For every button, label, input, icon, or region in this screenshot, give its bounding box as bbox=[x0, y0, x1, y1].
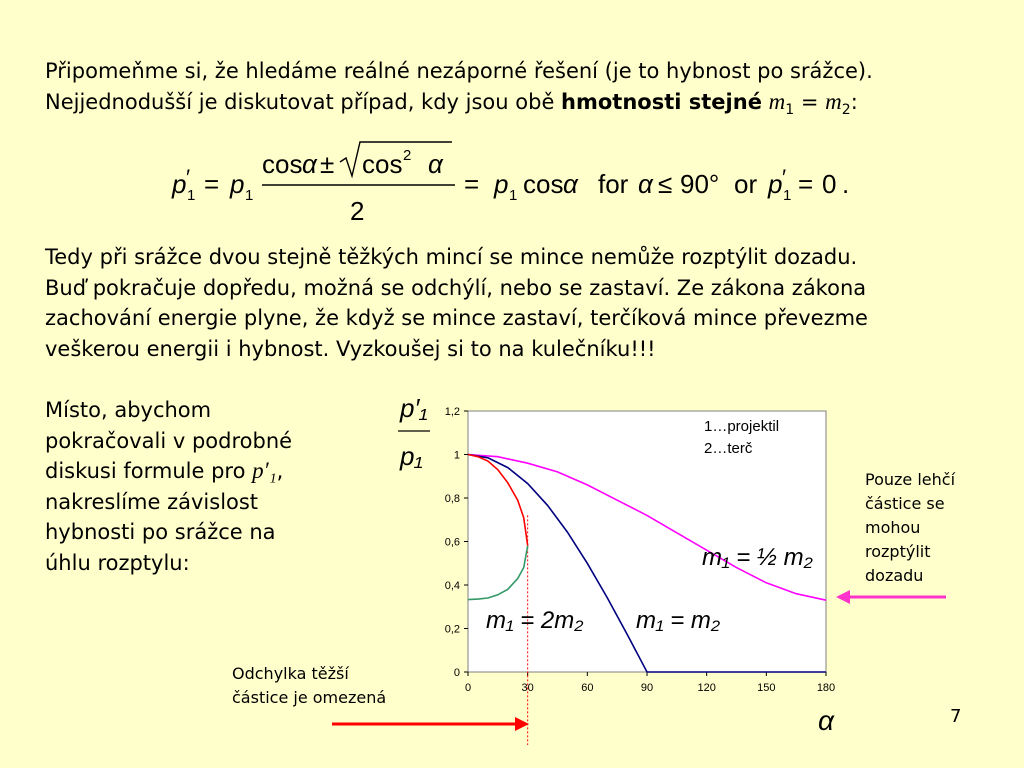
cond-zero: 0 bbox=[822, 169, 837, 199]
annot-equal: m₁ = m₂ bbox=[636, 607, 721, 634]
note-right-3: mohou bbox=[865, 518, 921, 537]
rhs-cos: cos bbox=[523, 169, 564, 199]
note-right-1: Pouze lehčí bbox=[865, 470, 956, 489]
x-tick-label: 90 bbox=[640, 682, 654, 694]
rhs-p1-sub: 1 bbox=[509, 187, 518, 204]
chart-axes bbox=[445, 406, 835, 745]
note-right-4: rozptýlit bbox=[865, 542, 931, 561]
for-word: for bbox=[598, 169, 629, 199]
note-right-2: částice se bbox=[865, 494, 945, 513]
side-line-3 bbox=[45, 456, 345, 487]
side-line-2: pokračovali v podrobné bbox=[45, 428, 293, 453]
annot-double: m₁ = 2m₂ bbox=[486, 607, 584, 634]
lhs-p1prime: p bbox=[172, 169, 187, 199]
x-axis-label: α bbox=[818, 705, 834, 736]
rhs-p1: p bbox=[494, 169, 509, 199]
side-line-3-text: diskusi formule pro bbox=[45, 459, 246, 483]
intro-line-2-text: Nejjednodušší je diskutovat případ, kdy jsou obě bbox=[45, 89, 562, 114]
conclusion-line-3: zachování energie plyne, že když se mince zastaví, terčíková mince převezme bbox=[45, 306, 868, 330]
lhs-sub: 1 bbox=[187, 187, 196, 204]
lhs-p1: p bbox=[230, 169, 245, 199]
side-line-6: úhlu rozptylu: bbox=[45, 550, 190, 575]
lhs-equals: = bbox=[204, 169, 220, 199]
lhs-prime: ′ bbox=[186, 165, 191, 190]
denominator: 2 bbox=[350, 196, 365, 226]
x-tick-label: 0 bbox=[464, 682, 472, 694]
intro-line-1: Připomeňme si, že hledáme reálné nezáporné řešení (je to hybnost po srážce). bbox=[45, 59, 873, 83]
cond-prime: ′ bbox=[782, 165, 787, 190]
magenta-arrow bbox=[830, 585, 950, 609]
note-lighter-particle bbox=[865, 468, 1005, 588]
ylabel-num: p′₁ bbox=[400, 393, 428, 423]
conclusion-paragraph bbox=[45, 242, 995, 364]
conclusion-line-4: veškerou energii i hybnost. Vyzkoušej si to na kulečníku!!! bbox=[45, 336, 656, 361]
side-line-1: Místo, abychom bbox=[45, 398, 212, 422]
note-right-5: dozadu bbox=[865, 566, 924, 585]
annot-half: m₁ = ½ m₂ bbox=[702, 544, 813, 571]
note-bottom-2: částice je omezená bbox=[232, 688, 387, 707]
intro-line-2 bbox=[45, 87, 995, 126]
momentum-formula bbox=[0, 130, 1024, 230]
y-tick-label: 0 bbox=[453, 667, 460, 679]
intro-bold: hmotnosti stejné bbox=[561, 89, 762, 114]
conclusion-line-1: Tedy při srážce dvou stejně těžkých mincí se mince nemůže rozptýlit dozadu. bbox=[45, 245, 858, 269]
cond-leq: ≤ bbox=[658, 169, 673, 199]
x-tick-label: 180 bbox=[816, 682, 836, 694]
legend-line-2: 2…terč bbox=[704, 440, 753, 457]
rhs-equals: = bbox=[464, 169, 480, 199]
m2-sub: 2 bbox=[841, 101, 851, 118]
rhs-alpha: α bbox=[563, 169, 578, 199]
note-heavier-particle bbox=[232, 662, 432, 710]
cond-period: . bbox=[842, 169, 850, 199]
red-arrow bbox=[330, 712, 535, 736]
y-tick-label: 0,6 bbox=[444, 536, 460, 549]
numerator-alpha: α bbox=[302, 149, 317, 179]
side-math-p1prime: p′₁ bbox=[252, 458, 277, 483]
cond-90: 90° bbox=[680, 169, 720, 199]
note-bottom-1: Odchylka těžší bbox=[232, 664, 349, 683]
numerator-cos2: cos bbox=[362, 149, 403, 179]
conclusion-line-2: Buď pokračuje dopředu, možná se odchýlí, nebo se zastaví. Ze zákona zákona bbox=[45, 275, 867, 300]
page-number: 7 bbox=[950, 706, 962, 727]
cond-p1: p bbox=[768, 169, 783, 199]
side-line-3-comma: , bbox=[276, 459, 284, 483]
intro-paragraph bbox=[45, 56, 995, 125]
ylabel-den: p₁ bbox=[400, 441, 423, 471]
y-tick-label: 0,8 bbox=[444, 493, 460, 505]
legend-line-1: 1…projektil bbox=[704, 418, 780, 435]
magenta-arrow-head bbox=[836, 590, 850, 604]
or-word: or bbox=[734, 169, 758, 199]
numerator-cos: cos bbox=[262, 149, 303, 179]
side-line-5: hybnosti po srážce na bbox=[45, 520, 276, 544]
cond-p1-sub: 1 bbox=[783, 187, 792, 204]
y-tick-label: 0,2 bbox=[444, 623, 460, 636]
cond-alpha: α bbox=[638, 169, 653, 199]
x-tick-label: 120 bbox=[697, 682, 716, 694]
equals-sign: = bbox=[794, 89, 826, 114]
x-tick-label: 150 bbox=[757, 682, 776, 694]
y-axis-label bbox=[398, 393, 430, 471]
y-tick-label: 0,4 bbox=[444, 580, 460, 592]
numerator-alpha2: α bbox=[428, 149, 443, 179]
side-text bbox=[45, 395, 345, 578]
momentum-chart bbox=[380, 385, 860, 765]
y-tick-label: 1,2 bbox=[444, 406, 460, 418]
x-tick-label: 60 bbox=[581, 682, 594, 694]
y-tick-label: 1 bbox=[453, 449, 460, 462]
numerator-exp: 2 bbox=[403, 147, 412, 164]
m1-symbol: m bbox=[768, 88, 786, 114]
lhs-p1-sub: 1 bbox=[245, 187, 254, 204]
m2-symbol: m bbox=[825, 88, 842, 114]
colon: : bbox=[850, 89, 858, 114]
numerator-pm: ± bbox=[320, 149, 335, 179]
m1-sub: 1 bbox=[785, 101, 795, 118]
side-line-4: nakreslíme závislost bbox=[45, 489, 259, 514]
x-tick-label: 30 bbox=[521, 682, 534, 694]
cond-equals: = bbox=[798, 169, 814, 199]
red-arrow-head bbox=[515, 717, 529, 731]
